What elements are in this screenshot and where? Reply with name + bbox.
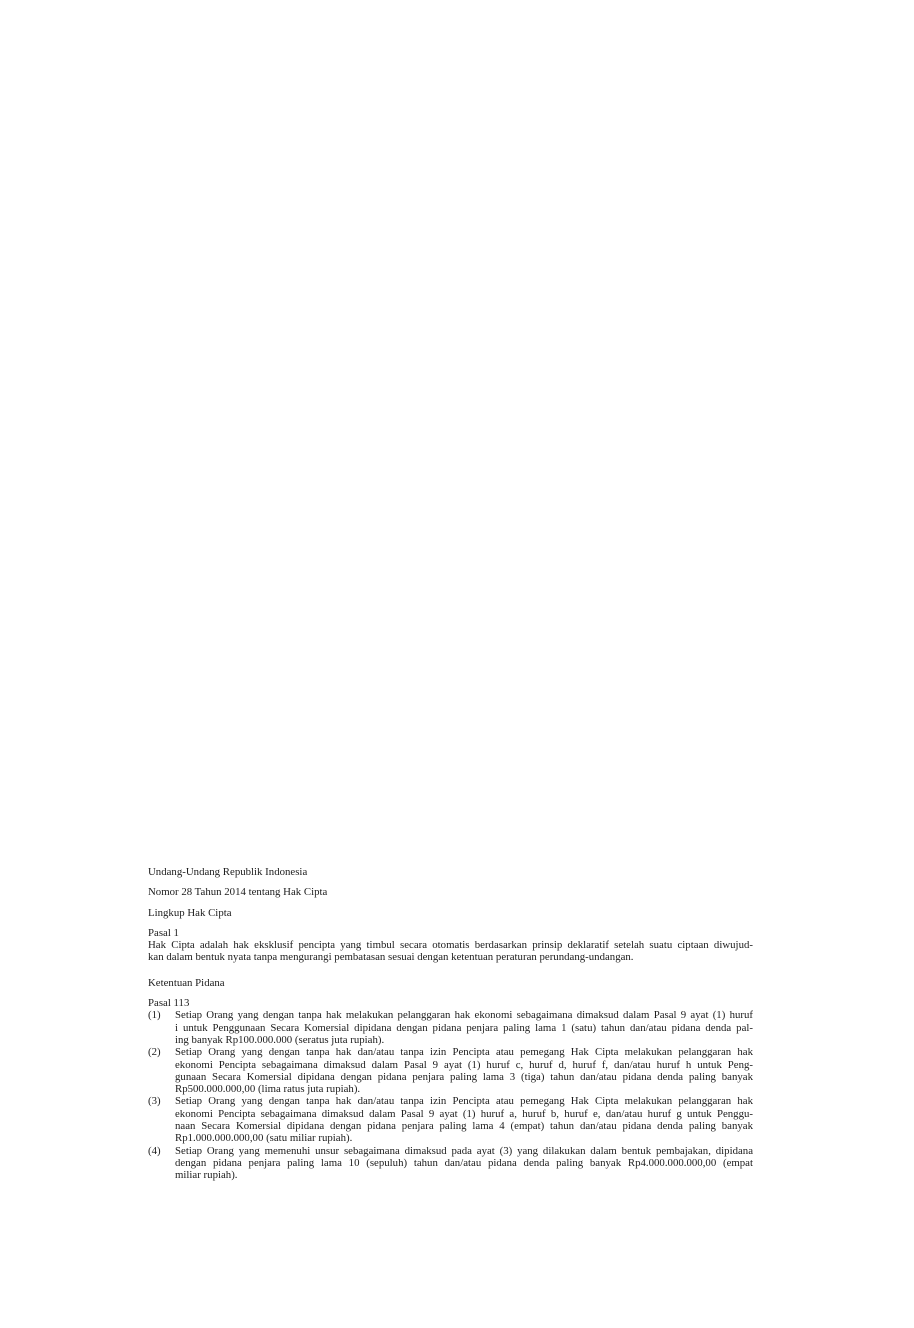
pasal-113-ayat-3-line-3: naan Secara Komersial dipidana dengan pidana penjara paling lama 4 (empat) tahun dan/atau pidana denda paling banyak (175, 1120, 753, 1133)
doc-title-line-1: Undang-Undang Republik Indonesia (148, 866, 308, 878)
pasal-113-ayat-3 (148, 1095, 753, 1144)
pasal-113-ayat-1 (148, 1009, 753, 1046)
doc-title (148, 866, 753, 878)
section-title-lingkup-hak-cipta (148, 907, 753, 919)
pasal-113-ayat-2 (148, 1046, 753, 1095)
document-text (148, 866, 753, 1182)
doc-number-line-1: Nomor 28 Tahun 2014 tentang Hak Cipta (148, 886, 328, 899)
pasal-113-heading (148, 997, 753, 1009)
pasal-1-heading (148, 927, 753, 939)
section-title-ketentuan-pidana (148, 977, 753, 989)
pasal-113-ayat-4-number: (4) (148, 1144, 161, 1157)
pasal-113-ayat-4-line-3: miliar rupiah). (175, 1169, 238, 1182)
pasal-113-ayat-2-line-1: Setiap Orang yang dengan tanpa hak dan/atau tanpa izin Pencipta atau pemegang Hak Cipta melakukan pelanggaran hak (175, 1046, 753, 1059)
doc-number (148, 886, 753, 898)
pasal-113-ayat-4 (148, 1145, 753, 1182)
pasal-113-ayat-3-line-1: Setiap Orang yang dengan tanpa hak dan/atau tanpa izin Pencipta atau pemegang Hak Cipta melakukan pelanggaran hak (175, 1095, 753, 1108)
pasal-113-ayat-1-line-2: i untuk Penggunaan Secara Komersial dipidana dengan pidana penjara paling lama 1 (satu) tahun dan/atau pidana denda pal- (175, 1021, 753, 1034)
pasal-113-ayat-3-number: (3) (148, 1095, 161, 1108)
pasal-113-ayat-1-line-1: Setiap Orang yang dengan tanpa hak melakukan pelanggaran hak ekonomi sebagaimana dimaksud dalam Pasal 9 ayat (1) huruf (175, 1009, 753, 1022)
pasal-113-ayat-3-line-2: ekonomi Pencipta sebagaimana dimaksud dalam Pasal 9 ayat (1) huruf a, huruf b, huruf e, dan/atau huruf g untuk Penggu- (175, 1107, 753, 1120)
pasal-113-ayat-2-line-3: gunaan Secara Komersial dipidana dengan pidana penjara paling lama 3 (tiga) tahun dan/atau pidana denda paling banyak (175, 1070, 753, 1083)
pasal-1-body (148, 939, 753, 964)
pasal-113-ayat-3-line-4: Rp1.000.000.000,00 (satu miliar rupiah). (175, 1132, 353, 1145)
section-title-lingkup-hak-cipta-line-1: Lingkup Hak Cipta (148, 906, 232, 919)
pasal-113-ayat-2-line-4: Rp500.000.000,00 (lima ratus juta rupiah). (175, 1083, 361, 1096)
pasal-113-heading-line-1: Pasal 113 (148, 997, 190, 1010)
pasal-1-body-line-2: kan dalam bentuk nyata tanpa mengurangi pembatasan sesuai dengan ketentuan peraturan perundang-undangan. (148, 951, 634, 964)
section-title-ketentuan-pidana-line-1: Ketentuan Pidana (148, 976, 225, 989)
pasal-113-ayat-4-line-2: dengan pidana penjara paling lama 10 (sepuluh) tahun dan/atau pidana denda paling banyak Rp4.000.000.000,00 (empat (175, 1156, 753, 1169)
pasal-113-ayat-1-line-3: ing banyak Rp100.000.000 (seratus juta rupiah). (175, 1033, 385, 1046)
pasal-113-ayat-1-number: (1) (148, 1009, 161, 1022)
pasal-1-heading-line-1: Pasal 1 (148, 926, 179, 939)
pasal-113-ayat-2-line-2: ekonomi Pencipta sebagaimana dimaksud dalam Pasal 9 ayat (1) huruf c, huruf d, huruf f, dan/atau huruf h untuk Peng- (175, 1058, 753, 1071)
pasal-113-ayat-4-line-1: Setiap Orang yang memenuhi unsur sebagaimana dimaksud pada ayat (3) yang dilakukan dalam bentuk pembajakan, dipidana (175, 1144, 753, 1157)
pasal-1-body-line-1: Hak Cipta adalah hak eksklusif pencipta yang timbul secara otomatis berdasarkan prinsip deklaratif setelah suatu ciptaan diwujud- (148, 939, 753, 952)
pasal-113-ayat-2-number: (2) (148, 1046, 161, 1059)
